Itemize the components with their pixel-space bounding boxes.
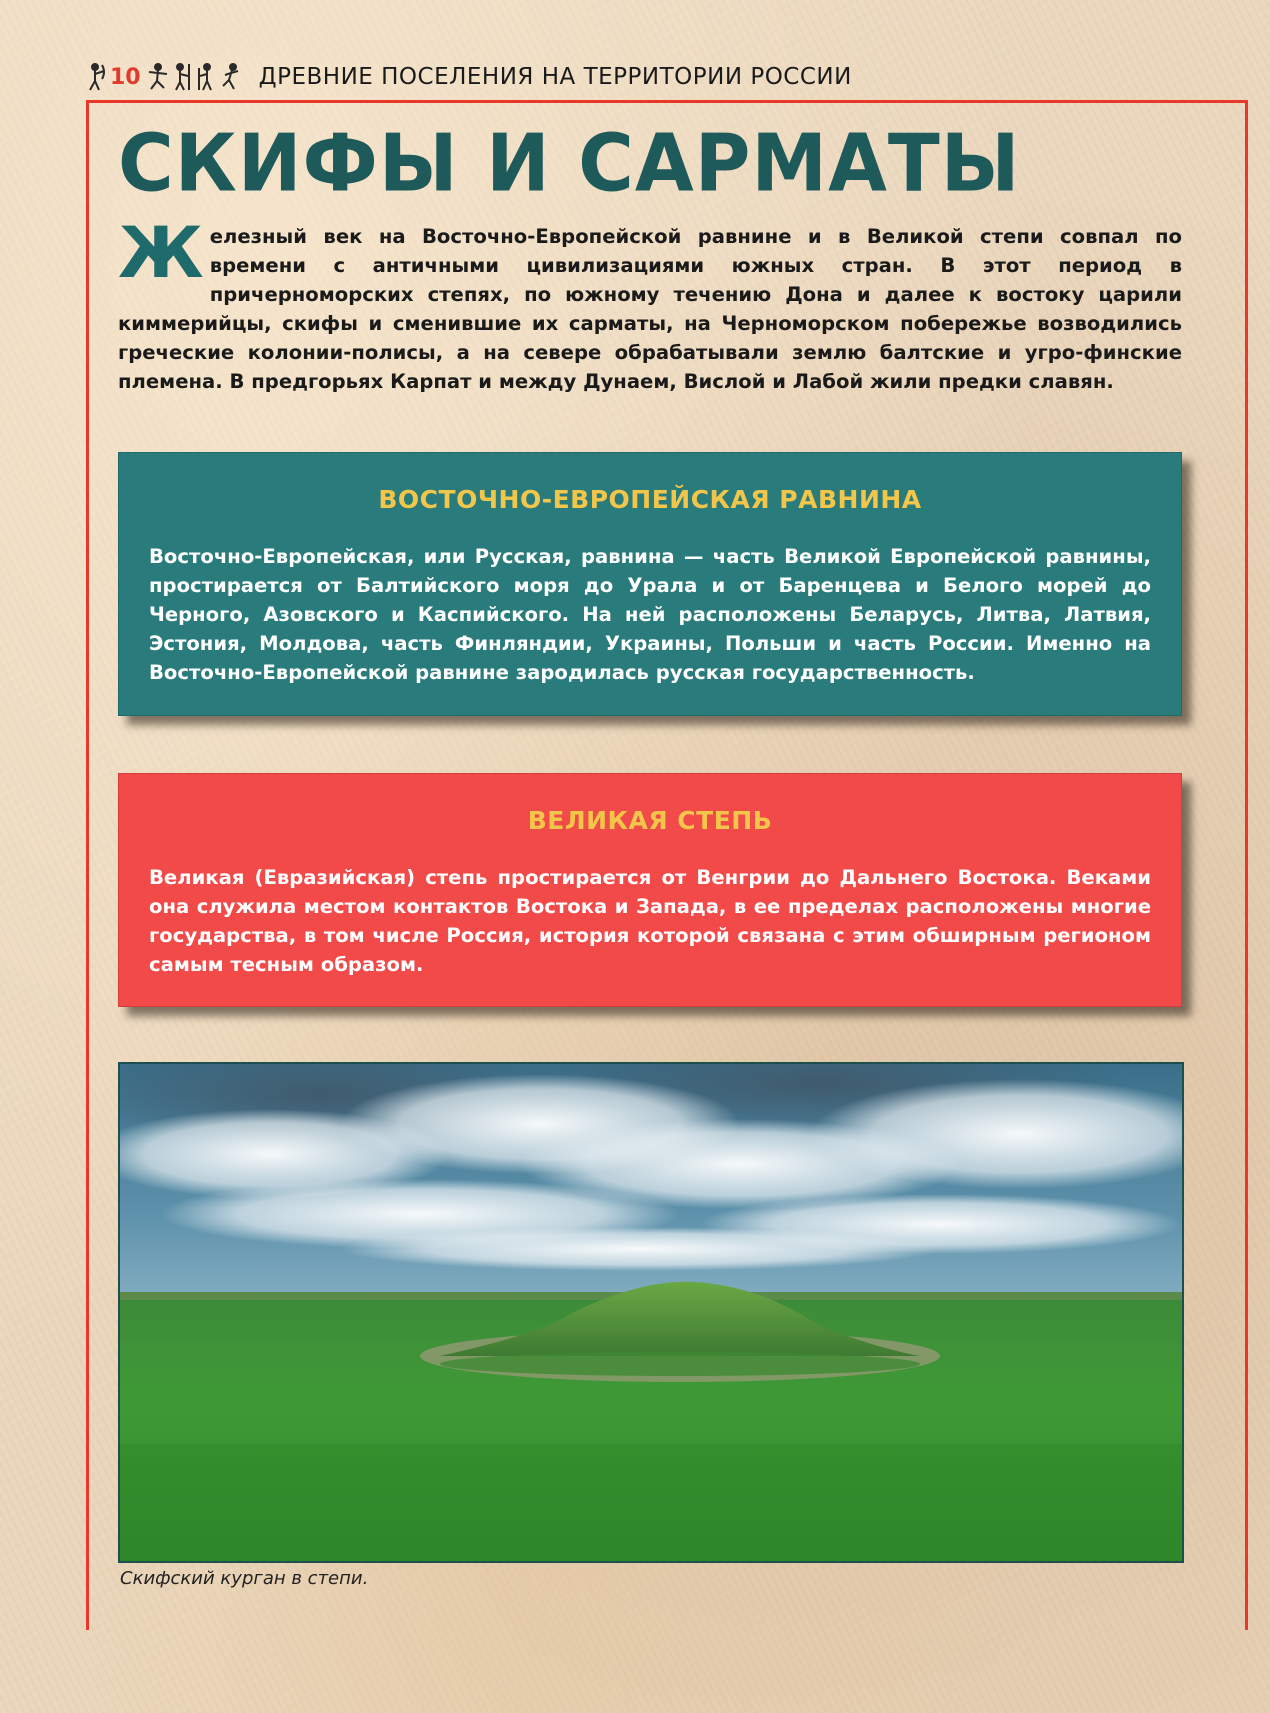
spear-figure-icon	[195, 62, 217, 92]
section-title: ДРЕВНИЕ ПОСЕЛЕНИЯ НА ТЕРРИТОРИИ РОССИИ	[258, 64, 852, 90]
box-text: Великая (Евразийская) степь простирается от Венгрии до Дальнего Востока. Веками она служила местом контактов Востока и Запада, в ее пределах расположены многие государства, в том числе Россия, история которой связана с этим обширным регионом самым тесным образом.	[149, 866, 1151, 976]
frame-left-line	[86, 100, 89, 1630]
intro-text: елезный век на Восточно-Европейской равнине и в Великой степи совпал по времени с античными цивилизациями южных стран. В этот период в причерноморских степях, по южному течению Дона и далее к востоку царили киммерийцы, скифы и сменившие их сарматы, на Черноморском побережье возводились греческие колонии-полисы, а на севере обрабатывали землю балтские и угро-финские племена. В предгорьях Карпат и между Дунаем, Вислой и Лабой жили предки славян.	[118, 225, 1182, 393]
intro-paragraph	[118, 212, 1182, 396]
frame-right-line	[1245, 100, 1248, 1630]
box-text: Восточно-Европейская, или Русская, равнина — часть Великой Европейской равнины, простирается от Балтийского моря до Урала и от Баренцева и Белого морей до Черного, Азовского и Каспийского. На ней расположены Беларусь, Литва, Латвия, Эстония, Молдова, часть Финляндии, Украины, Польши и часть России. Именно на Восточно-Европейской равнине зародилась русская государственность.	[149, 545, 1151, 684]
page-header	[84, 60, 1184, 94]
east-european-plain-box	[118, 452, 1182, 716]
box-title: ВЕЛИКАЯ СТЕПЬ	[527, 806, 773, 835]
runner-figure-icon	[219, 62, 241, 92]
box-title: ВОСТОЧНО-ЕВРОПЕЙСКАЯ РАВНИНА	[378, 485, 922, 514]
header-figures	[147, 62, 241, 92]
page-number: 10	[110, 64, 141, 90]
page-title: СКИФЫ И САРМАТЫ	[118, 115, 1021, 210]
hunter-figure-icon	[171, 62, 193, 92]
drop-cap: Ж	[118, 212, 204, 294]
archer-figure-icon	[84, 62, 106, 92]
dancer-figure-icon	[147, 62, 169, 92]
frame-top-line	[86, 100, 1246, 103]
great-steppe-box	[118, 773, 1182, 1007]
kurgan-steppe-photo	[118, 1062, 1184, 1563]
photo-caption: Скифский курган в степи.	[120, 1568, 369, 1589]
